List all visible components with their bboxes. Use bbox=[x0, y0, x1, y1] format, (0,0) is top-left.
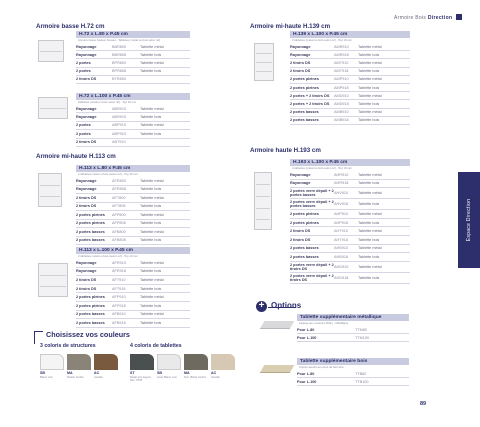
row-option: Tablette bois bbox=[358, 220, 380, 225]
section-title-armoire-basse: Armoire basse H.72 cm bbox=[36, 23, 105, 30]
row-option: Tablette métal bbox=[140, 178, 164, 183]
table-row bbox=[76, 122, 190, 130]
row-label: 2 portes basses bbox=[290, 254, 319, 259]
block-subtitle: Armoire basse hauteur bureau - Tablettes (métal ou bois selon ref) bbox=[78, 38, 161, 42]
side-tab[interactable] bbox=[458, 172, 480, 268]
table-row bbox=[290, 109, 410, 117]
options-title: Options bbox=[271, 301, 302, 310]
row-option: Tablette bois bbox=[140, 69, 162, 74]
metal-shelf-image bbox=[260, 321, 295, 329]
row-ref: AMB910 bbox=[334, 110, 349, 115]
row-label: Rayonnage bbox=[76, 52, 97, 57]
row-option: Tablette bois bbox=[358, 181, 380, 186]
table-row bbox=[76, 130, 190, 138]
table-row bbox=[290, 210, 410, 219]
row-ref: AFR800 bbox=[112, 178, 126, 183]
row-ref: BTR800 bbox=[112, 77, 126, 82]
table-row bbox=[76, 194, 190, 203]
swatch-name: Acadia bbox=[211, 375, 220, 379]
swatch-name: Acier Blanc mat bbox=[157, 375, 177, 379]
table-row bbox=[76, 59, 190, 67]
row-ref: BPR800 bbox=[112, 60, 127, 65]
cabinet-image bbox=[254, 43, 274, 81]
color-swatch[interactable] bbox=[94, 354, 118, 370]
row-ref: AHT918 bbox=[334, 237, 348, 242]
row-option: Tablette métal bbox=[358, 172, 382, 177]
block-subtitle: 3 tablettes (métal ou bois selon ref) - Top 19 mm bbox=[292, 38, 352, 42]
row-label: Rayonnage bbox=[290, 52, 311, 57]
table-row bbox=[290, 68, 410, 76]
block-subtitle: 2 tablettes métal ou bois (selon ref) - Top 19 mm bbox=[78, 172, 138, 176]
option-title: Tablette supplémentaire métallique bbox=[297, 314, 409, 321]
options-divider bbox=[268, 307, 296, 308]
table-row bbox=[76, 68, 190, 76]
color-swatch[interactable] bbox=[211, 354, 235, 370]
table-row bbox=[76, 105, 190, 113]
row-ref: AFB800 bbox=[112, 229, 126, 234]
row-ref: AHV910 bbox=[334, 191, 349, 196]
row-ref: AMB918 bbox=[334, 118, 349, 123]
row-label: Rayonnage bbox=[76, 44, 97, 49]
row-label: 2 portes bbox=[76, 131, 91, 136]
row-ref: ABR910 bbox=[112, 106, 127, 111]
row-option: Tablette métal bbox=[140, 312, 164, 317]
option-subtitle: Coloris assorti au corps de l'armoire bbox=[299, 365, 344, 370]
table-row bbox=[290, 227, 410, 236]
row-label: 2 portes pleines bbox=[290, 85, 319, 90]
row-option: Tablette bois bbox=[140, 221, 162, 226]
row-option: Tablette bois bbox=[140, 115, 162, 120]
row-option: Tablette bois bbox=[140, 238, 162, 243]
table-row bbox=[290, 188, 410, 199]
row-label: 2 portes pleines bbox=[76, 303, 105, 308]
swatch-code: AC bbox=[94, 371, 100, 375]
row-label: Rayonnage bbox=[290, 44, 311, 49]
swatch-code: ST bbox=[130, 371, 135, 375]
row-label: 2 portes basses bbox=[290, 118, 319, 123]
section-title-armoire-mi-haute-113: Armoire mi-haute H.113 cm bbox=[36, 153, 116, 160]
row-option: Tablette métal bbox=[358, 110, 382, 115]
product-block bbox=[76, 31, 190, 84]
row-label: Pour L.80 bbox=[297, 371, 315, 376]
row-ref: BBR808 bbox=[112, 52, 127, 57]
color-swatch[interactable] bbox=[40, 354, 64, 370]
block-title: H.193 x L.100 x P.45 cm bbox=[290, 159, 410, 166]
swatch-code: MA bbox=[184, 371, 190, 375]
table-row bbox=[290, 273, 410, 284]
row-option: Tablette bois bbox=[358, 254, 380, 259]
table-row bbox=[76, 177, 190, 186]
row-label: Rayonnage bbox=[76, 269, 97, 274]
option-title: Tablette supplémentaire bois bbox=[297, 358, 409, 365]
row-option: Tablette métal bbox=[140, 44, 164, 49]
row-option: Tablette métal bbox=[358, 229, 382, 234]
table-row bbox=[76, 319, 190, 328]
table-row bbox=[76, 51, 190, 59]
row-option: Tablette bois bbox=[358, 237, 380, 242]
row-ref: ABP910 bbox=[112, 131, 126, 136]
row-ref: AFB910 bbox=[112, 312, 126, 317]
page-number: 89 bbox=[420, 401, 427, 407]
block-title: H.113 x L.100 x P.45 cm bbox=[76, 247, 190, 254]
table-row bbox=[290, 43, 410, 51]
row-label: Rayonnage bbox=[76, 187, 97, 192]
row-ref: BBR800 bbox=[112, 44, 127, 49]
row-label: 2 portes bbox=[76, 60, 91, 65]
table-row bbox=[297, 326, 409, 334]
product-block bbox=[76, 247, 190, 328]
table-row bbox=[290, 245, 410, 254]
row-option: Tablette métal bbox=[140, 295, 164, 300]
section-title-armoire-haute: Armoire haute H.193 cm bbox=[250, 147, 321, 154]
row-ref: AHB918 bbox=[334, 254, 349, 259]
table-row bbox=[76, 43, 190, 51]
color-swatch[interactable] bbox=[157, 354, 181, 370]
product-block bbox=[76, 93, 190, 147]
row-label: 2 tiroirs DS bbox=[290, 237, 311, 242]
table-row bbox=[290, 76, 410, 84]
row-label: Rayonnage bbox=[76, 178, 97, 183]
row-option: Tablette métal bbox=[358, 191, 382, 196]
swatch-name: Métal gris Argent Ref: 7035 bbox=[130, 375, 151, 383]
row-ref: AHV918 bbox=[334, 202, 349, 207]
color-swatch[interactable] bbox=[130, 354, 154, 370]
table-row bbox=[76, 228, 190, 237]
row-ref: AFT910 bbox=[112, 277, 126, 282]
row-ref: AMP918 bbox=[334, 85, 349, 90]
table-row bbox=[76, 211, 190, 220]
table-row bbox=[290, 262, 410, 273]
table-row bbox=[290, 100, 410, 108]
row-option: Tablette métal bbox=[358, 246, 382, 251]
row-ref: AFP918 bbox=[112, 303, 126, 308]
row-option: Tablette bois bbox=[358, 52, 380, 57]
row-ref: TTB100 bbox=[355, 379, 369, 384]
cabinet-image bbox=[38, 173, 62, 207]
row-label: 2 portes basses bbox=[76, 320, 105, 325]
table-row bbox=[290, 199, 410, 210]
colors-title: Choisissez vos couleurs bbox=[46, 330, 130, 339]
row-option: Tablette bois bbox=[140, 131, 162, 136]
row-label: 2 portes basses bbox=[290, 110, 319, 115]
row-ref: ABP910 bbox=[112, 123, 126, 128]
row-label: 2 portes basses bbox=[290, 246, 319, 251]
row-option: Tablette métal bbox=[140, 212, 164, 217]
row-option: Tablette bois bbox=[140, 320, 162, 325]
row-ref: AMD918 bbox=[334, 101, 349, 106]
row-label: 2 portes pleines bbox=[76, 295, 105, 300]
row-option: Tablette bois bbox=[140, 286, 162, 291]
row-option: Tablette métal bbox=[140, 60, 164, 65]
row-label: 2 tiroirs DS bbox=[290, 229, 311, 234]
row-ref: AMP910 bbox=[334, 77, 349, 82]
table-row bbox=[76, 203, 190, 212]
plus-icon: + bbox=[256, 301, 267, 312]
row-label: Pour L.80 bbox=[297, 327, 315, 332]
table-row bbox=[297, 334, 409, 342]
row-label: 2 portes bbox=[76, 69, 91, 74]
row-option: Tablette métal bbox=[140, 277, 164, 282]
row-option: Tablette métal bbox=[358, 264, 382, 269]
row-option: Tablette métal bbox=[140, 260, 164, 265]
table-row bbox=[297, 370, 409, 378]
table-row bbox=[76, 113, 190, 121]
row-ref: AHP910 bbox=[334, 211, 349, 216]
row-option: Tablette métal bbox=[358, 60, 382, 65]
side-tab-label: Espace Direction bbox=[466, 198, 472, 242]
product-block bbox=[76, 165, 190, 245]
row-ref: AFP910 bbox=[112, 295, 126, 300]
row-label: Rayonnage bbox=[76, 106, 97, 111]
block-subtitle: Tablettes (métal ou bois selon ref) - Top 19 mm bbox=[78, 100, 137, 104]
row-ref: AHR918 bbox=[334, 181, 349, 186]
row-ref: ABT910 bbox=[112, 140, 126, 145]
table-row bbox=[290, 236, 410, 245]
table-row bbox=[76, 311, 190, 320]
table-row bbox=[76, 259, 190, 268]
header-section: Armoire Bois bbox=[394, 15, 427, 21]
row-label: 2 portes basses bbox=[76, 238, 105, 243]
row-ref: AMR918 bbox=[334, 52, 349, 57]
structures-title: 3 coloris de structures bbox=[40, 343, 96, 349]
row-label: 2 portes verre dépoli + 2 tiroirs DS bbox=[290, 273, 334, 282]
swatch-code: SB bbox=[40, 371, 45, 375]
row-label: 2 tiroirs DS bbox=[290, 69, 311, 74]
row-label: 2 portes pleines bbox=[76, 212, 105, 217]
row-ref: ABR910 bbox=[112, 115, 127, 120]
row-ref: AHD910 bbox=[334, 264, 349, 269]
row-option: Tablette métal bbox=[140, 229, 164, 234]
row-ref: BPR808 bbox=[112, 69, 127, 74]
cabinet-image bbox=[254, 172, 272, 230]
section-title-armoire-mi-haute-139: Armoire mi-haute H.139 cm bbox=[250, 23, 331, 30]
row-label: 2 tiroirs DS bbox=[76, 286, 97, 291]
row-option: Tablette métal bbox=[358, 211, 382, 216]
page-header bbox=[394, 14, 462, 21]
row-label: 2 tiroirs DS bbox=[76, 195, 97, 200]
row-option: Tablette bois bbox=[358, 101, 380, 106]
row-option: Tablette bois bbox=[358, 85, 380, 90]
table-row bbox=[76, 186, 190, 195]
row-label: 2 tiroirs DS bbox=[290, 60, 311, 65]
row-label: 2 portes basses bbox=[76, 229, 105, 234]
row-label: Rayonnage bbox=[76, 115, 97, 120]
table-row bbox=[290, 117, 410, 125]
table-row bbox=[290, 219, 410, 228]
row-label: Pour L.100 bbox=[297, 379, 317, 384]
row-label: Rayonnage bbox=[290, 181, 311, 186]
product-block bbox=[290, 31, 410, 125]
header-highlight: Direction bbox=[427, 15, 453, 21]
row-option: Tablette bois bbox=[358, 275, 380, 280]
table-row bbox=[290, 180, 410, 189]
block-title: H.72 x L.100 x P.45 cm bbox=[76, 93, 190, 100]
row-ref: TTM100 bbox=[355, 335, 370, 340]
table-row bbox=[76, 293, 190, 302]
row-ref: AFR918 bbox=[112, 269, 126, 274]
table-row bbox=[76, 276, 190, 285]
row-ref: TTM80 bbox=[355, 327, 368, 332]
table-row bbox=[76, 139, 190, 147]
row-ref: AMT918 bbox=[334, 69, 349, 74]
row-ref: AHD918 bbox=[334, 275, 349, 280]
row-option: Tablette bois bbox=[358, 118, 380, 123]
row-label: Rayonnage bbox=[76, 260, 97, 265]
swatch-name: Blanc mat bbox=[40, 375, 53, 379]
table-row bbox=[290, 59, 410, 67]
product-block bbox=[290, 159, 410, 284]
row-label: 2 portes pleines bbox=[76, 221, 105, 226]
color-swatch[interactable] bbox=[184, 354, 208, 370]
table-row bbox=[76, 237, 190, 246]
row-label: 2 tiroirs DS bbox=[76, 204, 97, 209]
row-ref: AHT910 bbox=[334, 229, 348, 234]
row-ref: AHR910 bbox=[334, 172, 349, 177]
table-row bbox=[290, 253, 410, 262]
table-row bbox=[76, 268, 190, 277]
row-label: 2 portes verre dépoli + 2 portes basses bbox=[290, 189, 334, 198]
cabinet-image bbox=[38, 263, 68, 297]
table-row bbox=[76, 76, 190, 84]
table-row bbox=[290, 84, 410, 92]
swatch-code: MA bbox=[67, 371, 73, 375]
table-row bbox=[290, 51, 410, 59]
tablettes-title: 4 coloris de tablettes bbox=[130, 343, 182, 349]
row-option: Tablette métal bbox=[358, 77, 382, 82]
row-label: 2 portes pleines bbox=[290, 77, 319, 82]
block-title: H.72 x L.80 x P.45 cm bbox=[76, 31, 190, 38]
row-label: Rayonnage bbox=[290, 172, 311, 177]
row-ref: AFT918 bbox=[112, 286, 126, 291]
row-option: Tablette bois bbox=[140, 52, 162, 57]
row-ref: TTB80 bbox=[355, 371, 367, 376]
row-ref: AMT910 bbox=[334, 60, 349, 65]
row-label: 2 portes + 2 tiroirs DS bbox=[290, 101, 330, 106]
row-label: 2 portes + 2 tiroirs DS bbox=[290, 93, 330, 98]
table-row bbox=[290, 171, 410, 180]
swatch-name: Noir (Bois) Ambré bbox=[184, 375, 207, 379]
row-option: Tablette métal bbox=[358, 44, 382, 49]
row-label: 2 portes pleines bbox=[290, 211, 319, 216]
table-row bbox=[290, 92, 410, 100]
row-option: Tablette bois bbox=[140, 204, 162, 209]
option-block bbox=[297, 314, 409, 342]
header-square bbox=[456, 14, 462, 20]
row-label: 2 portes verre dépoli + 2 portes basses bbox=[290, 200, 334, 209]
table-row bbox=[76, 285, 190, 294]
block-subtitle: 2 tablettes métal ou bois (selon ref) - Top 19 mm bbox=[78, 254, 138, 258]
row-ref: AFP808 bbox=[112, 221, 126, 226]
swatch-code: SB bbox=[157, 371, 162, 375]
row-option: Tablette métal bbox=[140, 195, 164, 200]
row-label: 2 tiroirs DS bbox=[76, 277, 97, 282]
row-label: 2 portes bbox=[76, 123, 91, 128]
row-ref: AFT808 bbox=[112, 204, 126, 209]
row-label: 2 portes pleines bbox=[290, 220, 319, 225]
row-option: Tablette métal bbox=[140, 123, 164, 128]
row-label: 2 portes verre dépoli + 2 tiroirs DS bbox=[290, 262, 334, 271]
block-subtitle: 4 tablettes (métal ou bois selon ref) - Top 19 mm bbox=[292, 166, 352, 170]
row-ref: AHP918 bbox=[334, 220, 349, 225]
table-row bbox=[76, 220, 190, 229]
row-ref: AFR910 bbox=[112, 260, 126, 265]
row-option: Tablette bois bbox=[140, 187, 162, 192]
row-label: 2 portes basses bbox=[76, 312, 105, 317]
row-ref: AFB808 bbox=[112, 238, 126, 243]
row-option: Tablette bois bbox=[140, 303, 162, 308]
option-block bbox=[297, 358, 409, 386]
table-row bbox=[297, 378, 409, 386]
row-option: Tablette bois bbox=[358, 202, 380, 207]
row-option: Tablette métal bbox=[140, 106, 164, 111]
swatch-code: AC bbox=[211, 371, 217, 375]
block-title: H.113 x L.80 x P.45 cm bbox=[76, 165, 190, 172]
swatch-name: Mastic ambré bbox=[67, 375, 84, 379]
row-ref: AMD910 bbox=[334, 93, 349, 98]
row-option: Tablette métal bbox=[358, 93, 382, 98]
row-option: Tablette bois bbox=[358, 69, 380, 74]
wood-shelf-image bbox=[260, 365, 295, 373]
option-subtitle: Laquée aux couleurs (RAL) - Métallique bbox=[299, 321, 349, 326]
row-ref: AFR808 bbox=[112, 187, 126, 192]
color-swatch[interactable] bbox=[67, 354, 91, 370]
table-row bbox=[76, 302, 190, 311]
swatch-name: Acadia bbox=[94, 375, 103, 379]
row-option: Tablette bois bbox=[140, 269, 162, 274]
row-ref: AFB918 bbox=[112, 320, 126, 325]
cabinet-image bbox=[38, 97, 68, 119]
row-ref: AHB910 bbox=[334, 246, 349, 251]
row-label: 2 tiroirs DS bbox=[76, 140, 97, 145]
row-ref: AFT800 bbox=[112, 195, 126, 200]
row-ref: AFP800 bbox=[112, 212, 126, 217]
block-title: H.139 x L.100 x P.45 cm bbox=[290, 31, 410, 38]
row-ref: AMR910 bbox=[334, 44, 349, 49]
cabinet-image bbox=[38, 40, 64, 62]
row-label: Pour L.100 bbox=[297, 335, 317, 340]
row-label: 2 tiroirs DS bbox=[76, 77, 97, 82]
